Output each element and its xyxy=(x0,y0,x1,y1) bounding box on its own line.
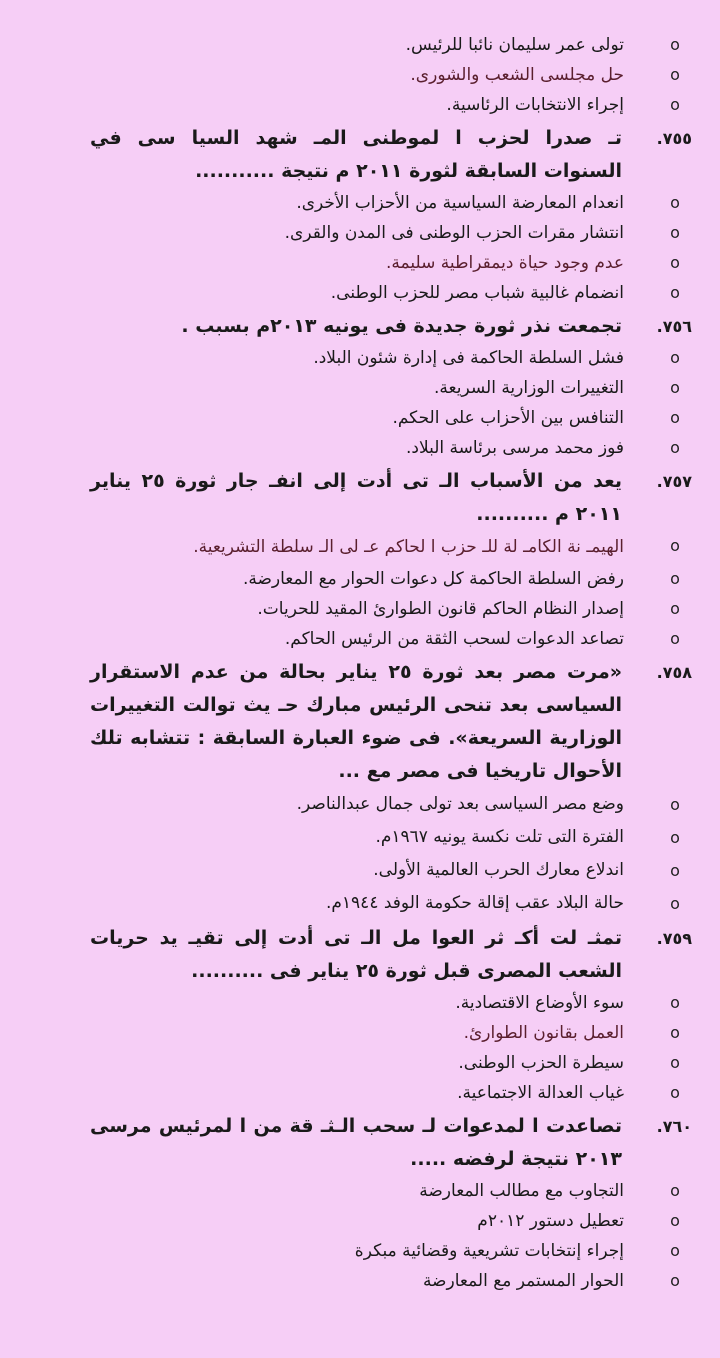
option-item xyxy=(90,248,696,278)
question-758 xyxy=(90,656,696,788)
question-756 xyxy=(90,310,696,343)
option-item xyxy=(90,988,696,1018)
option-item xyxy=(90,373,696,403)
bullet-icon: o xyxy=(670,193,680,212)
bullet-icon: o xyxy=(670,828,680,847)
bullet-icon: o xyxy=(670,629,680,648)
bullet-icon: o xyxy=(670,378,680,397)
option-item xyxy=(90,30,696,60)
option-item xyxy=(90,90,696,120)
option-item xyxy=(90,343,696,373)
bullet-icon: o xyxy=(670,35,680,54)
bullet-icon: o xyxy=(670,348,680,367)
option-text: التغييرات الوزارية السريعة. xyxy=(434,378,624,398)
bullet-icon: o xyxy=(670,95,680,114)
option-text: الهيمـ نة الكامـ لة للـ حزب ا لحاكم عـ لى الـ سلطة التشريعية. xyxy=(193,537,624,557)
question-759 xyxy=(90,922,696,988)
option-item xyxy=(90,1206,696,1236)
option-item xyxy=(90,1048,696,1078)
bullet-icon: o xyxy=(670,1083,680,1102)
option-text: التنافس بين الأحزاب على الحكم. xyxy=(392,408,624,428)
bullet-icon: o xyxy=(670,795,680,814)
option-item xyxy=(90,218,696,248)
bullet-icon: o xyxy=(670,1023,680,1042)
option-item xyxy=(90,624,696,654)
option-text: تولى عمر سليمان نائبا للرئيس. xyxy=(405,35,624,55)
question-text: تصاعدت ا لمدعوات لـ سحب الـثـ قة من ا لمرئيس مرسى ٢٠١٣ نتيجة لرفضه ..... xyxy=(90,1115,622,1170)
bullet-icon: o xyxy=(670,894,680,913)
bullet-icon: o xyxy=(670,438,680,457)
option-text: غياب العدالة الاجتماعية. xyxy=(457,1083,624,1103)
option-text: إصدار النظام الحاكم قانون الطوارئ المقيد للحريات. xyxy=(257,599,624,619)
option-item xyxy=(90,564,696,594)
option-text: سوء الأوضاع الاقتصادية. xyxy=(455,993,624,1013)
question-text: تمثـ لت أكـ ثر العوا مل الـ تى أدت إلى تقيـ يد حريات الشعب المصرى قبل ثورة ٢٥ يناير فى .......... xyxy=(90,927,622,982)
bullet-icon: o xyxy=(670,408,680,427)
question-757 xyxy=(90,465,696,531)
question-text: «مرت مصر بعد ثورة ٢٥ يناير بحالة من عدم الاستقرار السياسى بعد تنحى الرئيس مبارك حـ يث توالت التغييرات الوزارية السريعة». فى ضوء العبارة السابقة : تتشابه تلك الأحوال تاريخيا فى مصر مع ... xyxy=(90,661,622,782)
question-number: ٧٥٥. xyxy=(656,129,692,148)
option-text: انتشار مقرات الحزب الوطنى فى المدن والقرى. xyxy=(284,223,624,243)
option-text: فوز محمد مرسى برئاسة البلاد. xyxy=(406,438,624,458)
bullet-icon: o xyxy=(670,993,680,1012)
option-text: انضمام غالبية شباب مصر للحزب الوطنى. xyxy=(330,283,624,303)
option-item xyxy=(90,531,696,564)
option-text: إجراء الانتخابات الرئاسية. xyxy=(446,95,624,115)
question-text: تـ صدرا لحزب ا لموطنى المـ شهد السيا سى في السنوات السابقة لثورة ٢٠١١ م نتيجة ........... xyxy=(90,127,622,182)
bullet-icon: o xyxy=(670,1241,680,1260)
option-item xyxy=(90,594,696,624)
option-item xyxy=(90,887,696,920)
option-text: حالة البلاد عقب إقالة حكومة الوفد ١٩٤٤م. xyxy=(325,893,624,913)
question-text: تجمعت نذر ثورة جديدة فى يونيه ٢٠١٣م بسبب . xyxy=(181,315,622,337)
question-number: ٧٥٨. xyxy=(656,663,692,682)
option-text: حل مجلسى الشعب والشورى. xyxy=(410,65,624,85)
bullet-icon: o xyxy=(670,253,680,272)
option-text: وضع مصر السياسى بعد تولى جمال عبدالناصر. xyxy=(296,794,624,814)
bullet-icon: o xyxy=(670,1211,680,1230)
bullet-icon: o xyxy=(670,861,680,880)
option-text: اندلاع معارك الحرب العالمية الأولى. xyxy=(373,860,624,880)
option-text: رفض السلطة الحاكمة كل دعوات الحوار مع المعارضة. xyxy=(242,569,624,589)
option-text: إجراء إنتخابات تشريعية وقضائية مبكرة xyxy=(354,1241,624,1261)
question-number: ٧٥٩. xyxy=(656,929,692,948)
question-text: يعد من الأسباب الـ تى أدت إلى انفـ جار ثورة ٢٥ يناير ٢٠١١ م .......... xyxy=(90,470,622,525)
question-755 xyxy=(90,122,696,188)
option-text: فشل السلطة الحاكمة فى إدارة شئون البلاد. xyxy=(313,348,624,368)
option-text: العمل بقانون الطوارئ. xyxy=(463,1023,624,1043)
option-text: تصاعد الدعوات لسحب الثقة من الرئيس الحاكم. xyxy=(284,629,624,649)
option-text: التجاوب مع مطالب المعارضة xyxy=(419,1181,624,1201)
bullet-icon: o xyxy=(670,1271,680,1290)
bullet-icon: o xyxy=(670,65,680,84)
bullet-icon: o xyxy=(670,536,680,555)
option-item xyxy=(90,1078,696,1108)
question-number: ٧٥٧. xyxy=(656,472,692,491)
bullet-icon: o xyxy=(670,283,680,302)
option-item xyxy=(90,60,696,90)
option-item xyxy=(90,821,696,854)
bullet-icon: o xyxy=(670,599,680,618)
question-number: ٧٥٦. xyxy=(656,317,692,336)
bullet-icon: o xyxy=(670,1181,680,1200)
option-item xyxy=(90,1176,696,1206)
bullet-icon: o xyxy=(670,1053,680,1072)
option-item xyxy=(90,1266,696,1296)
option-item xyxy=(90,188,696,218)
option-text: عدم وجود حياة ديمقراطية سليمة. xyxy=(386,253,624,273)
option-text: الحوار المستمر مع المعارضة xyxy=(422,1271,624,1291)
question-number: ٧٦٠. xyxy=(656,1117,692,1136)
bullet-icon: o xyxy=(670,223,680,242)
option-item xyxy=(90,1018,696,1048)
question-760 xyxy=(90,1110,696,1176)
option-item xyxy=(90,278,696,308)
option-item xyxy=(90,1236,696,1266)
option-item xyxy=(90,403,696,433)
option-text: سيطرة الحزب الوطنى. xyxy=(458,1053,624,1073)
option-text: انعدام المعارضة السياسية من الأحزاب الأخرى. xyxy=(296,193,624,213)
option-item xyxy=(90,433,696,463)
option-text: الفترة التى تلت نكسة يونيه ١٩٦٧م. xyxy=(375,827,624,847)
option-item xyxy=(90,854,696,887)
option-text: تعطيل دستور ٢٠١٢م xyxy=(477,1211,624,1231)
option-item xyxy=(90,788,696,821)
bullet-icon: o xyxy=(670,569,680,588)
